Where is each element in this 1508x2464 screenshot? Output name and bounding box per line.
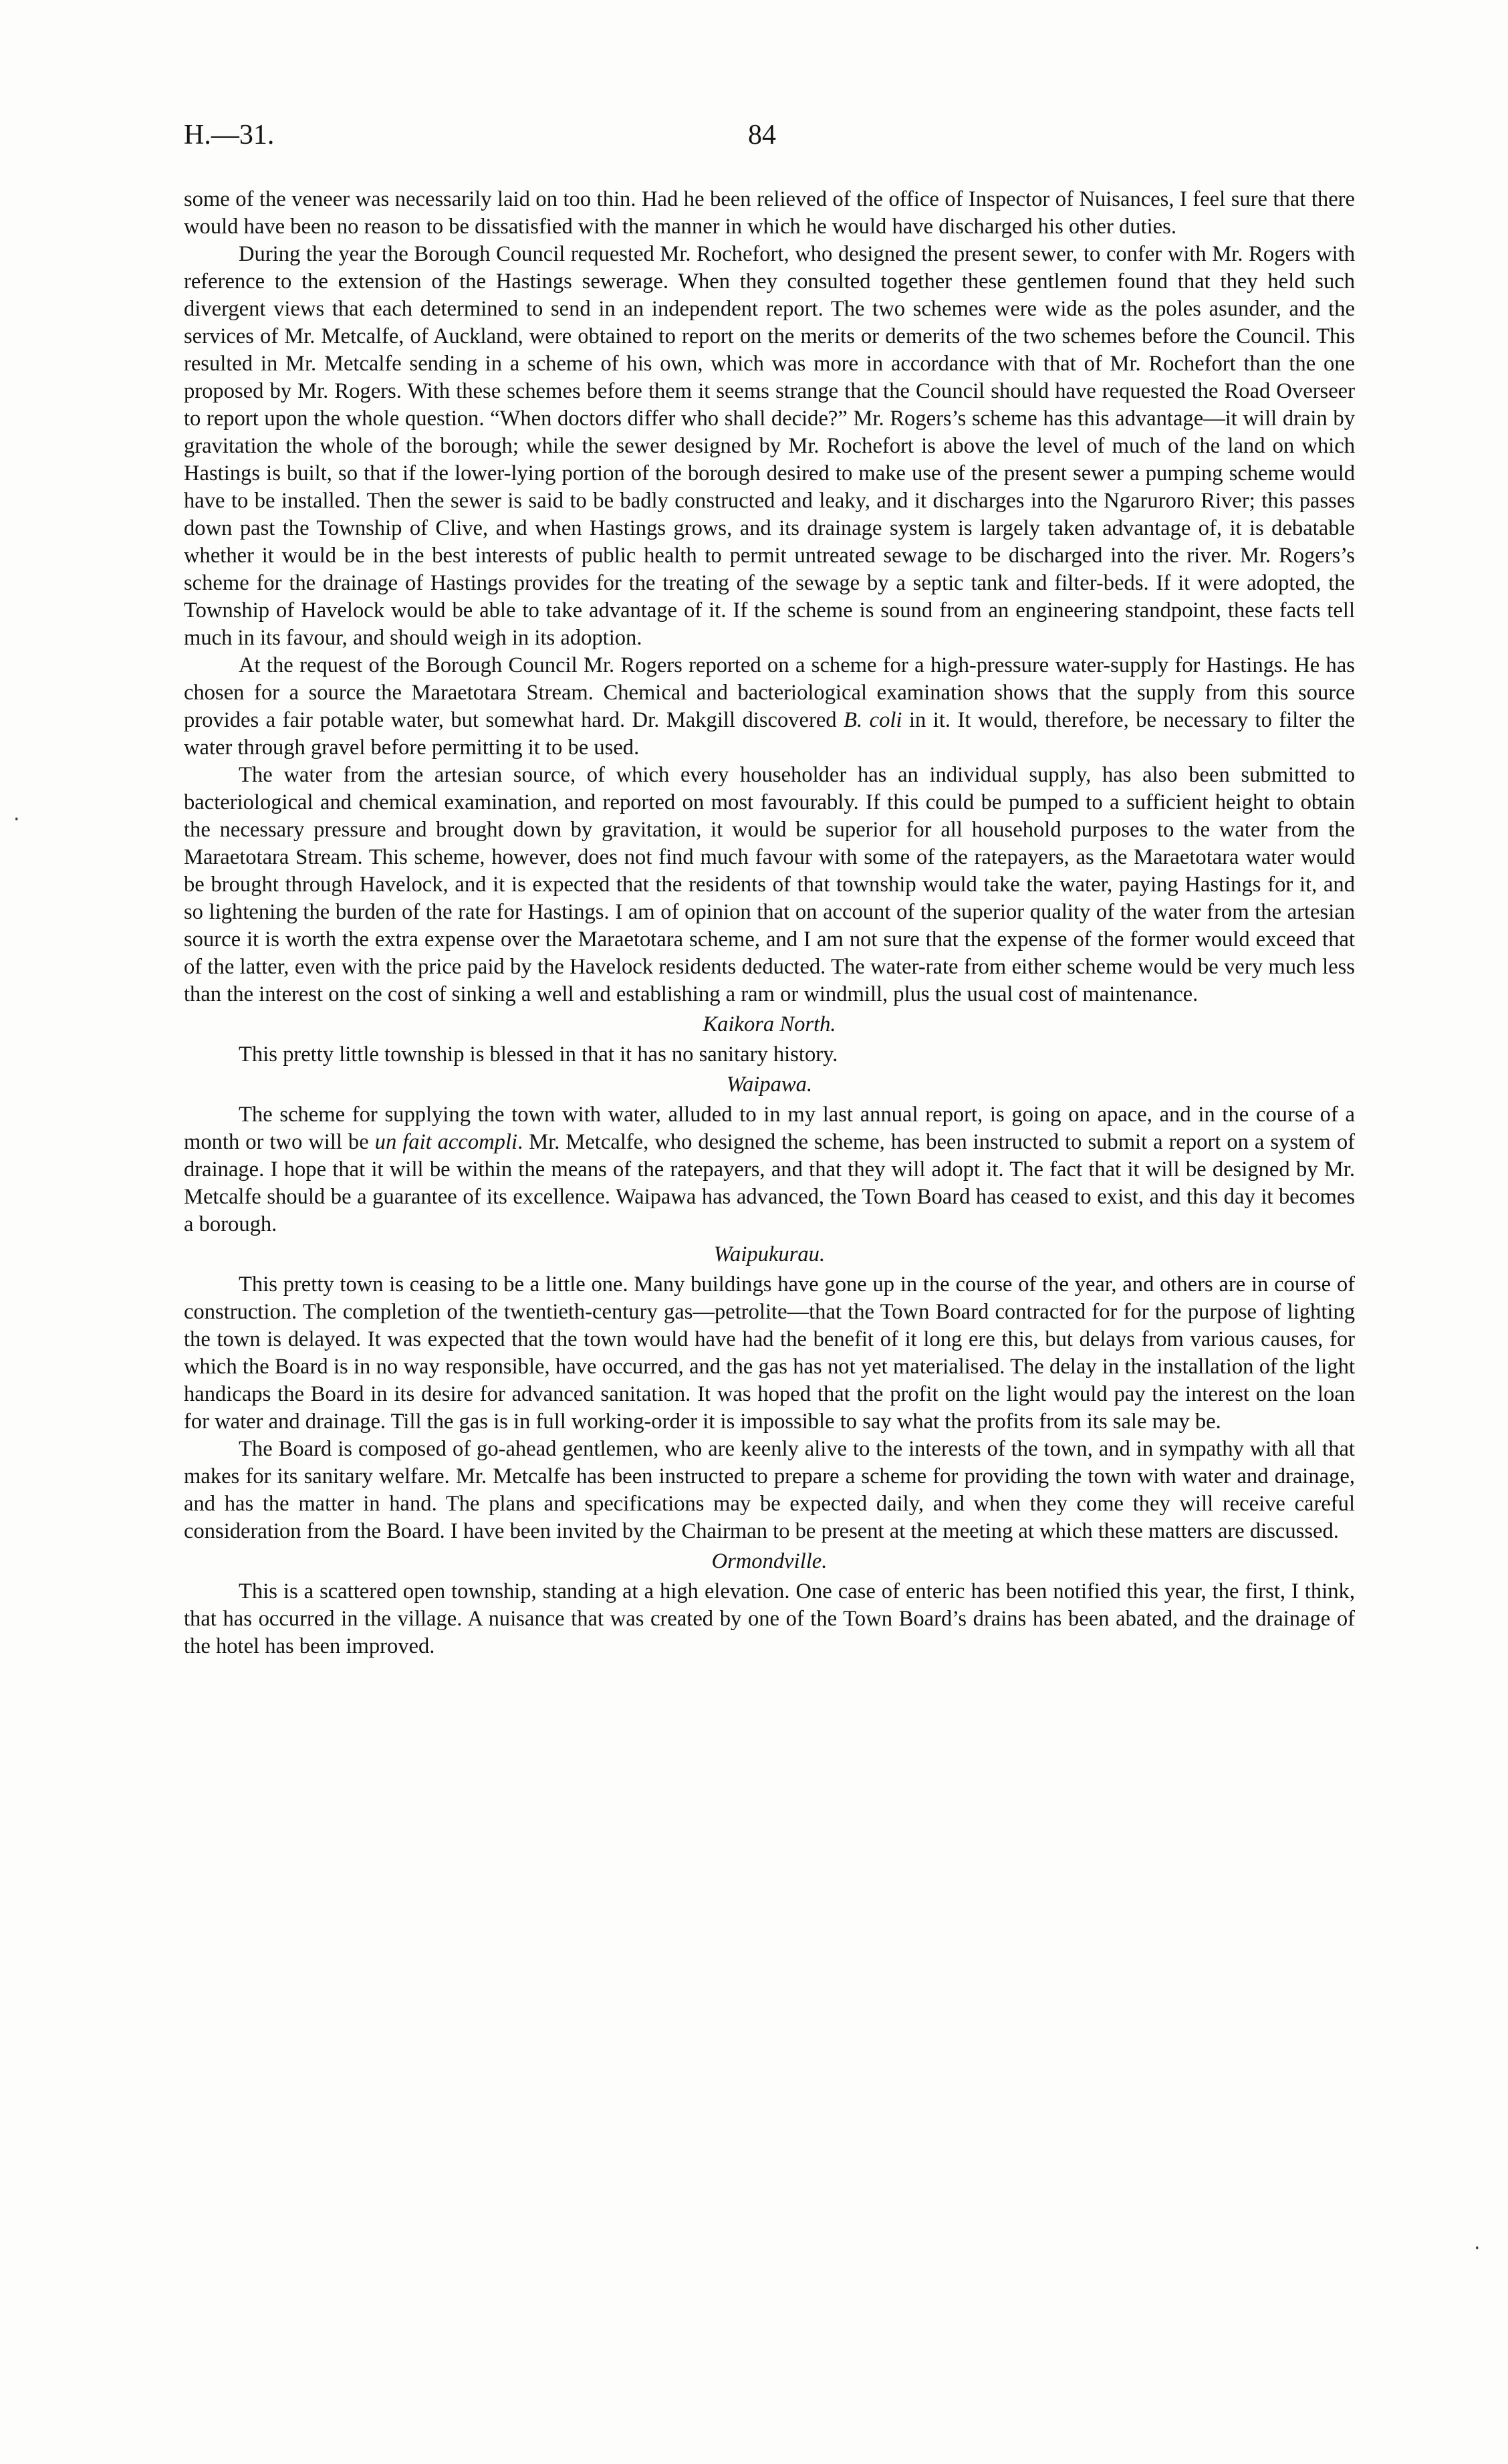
paragraph: This is a scattered open township, standing at a high elevation. One case of enteric has been notified this year, the first, I think, that has occurred in the village. A nuisance that was created by one of the Town Board’s drains has been abated, and the drainage of the hotel has been improved.	[184, 1579, 1355, 1658]
section-waipukurau	[184, 1241, 1355, 1545]
scan-speck: ·	[1474, 2237, 1481, 2260]
paragraph: This pretty little township is blessed in that it has no sanitary history.	[239, 1042, 838, 1067]
page-number: 84	[748, 120, 776, 150]
paragraph: The Board is composed of go-ahead gentlemen, who are keenly alive to the interests of the town, and in sympathy with all that makes for its sanitary welfare. Mr. Metcalfe has been instructed to prepare a scheme for providing the town with water and drainage, and has the matter in hand. The plans and specifications may be expected daily, and when they come they will receive careful consideration from the Board. I have been invited by the Chairman to be present at the meeting at which these matters are discussed.	[184, 1437, 1355, 1543]
section-heading: Waipukurau.	[713, 1242, 826, 1266]
paragraph: During the year the Borough Council requested Mr. Rochefort, who designed the present sewer, to confer with Mr. Rogers with reference to the extension of the Hastings sewerage. When they consulted together these gentlemen found that they held such divergent views that each determined to send in an independent report. The two schemes were wide as the poles asunder, and the services of Mr. Metcalfe, of Auckland, were obtained to report on the merits or demerits of the two schemes before the Council. This resulted in Mr. Metcalfe sending in a scheme of his own, which was more in accordance with that of Mr. Rochefort than the one proposed by Mr. Rogers. With these schemes before them it seems strange that the Council should have requested the Road Overseer to report upon the whole question. “When doctors differ who shall decide?” Mr. Rogers’s scheme has this advantage—it will drain by gravitation the whole of the borough; while the sewer designed by Mr. Rochefort is above the level of much of the land on which Hastings is built, so that if the lower-lying portion of the borough desired to make use of the present sewer a pumping scheme would have to be installed. Then the sewer is said to be badly constructed and leaky, and it discharges into the Ngaruroro River; this passes down past the Township of Clive, and when Hastings grows, and its drainage system is largely taken advantage of, it is debatable whether it would be in the best interests of public health to permit untreated sewage to be discharged into the river. Mr. Rogers’s scheme for the drainage of Hastings provides for the treating of the sewage by a septic tank and filter-beds. If it were adopted, the Township of Havelock would be able to take advantage of it. If the scheme is sound from an engineering standpoint, these facts tell much in its favour, and should weigh in its adoption.	[184, 242, 1355, 650]
paragraph: At the request of the Borough Council Mr. Rogers reported on a scheme for a high-pressure water-supply for Hastings. He has chosen for a source the Maraetotara Stream. Chemical and bacteriological examination shows that the supply from this source provides a fair potable water, but somewhat hard. Dr. Makgill discovered B. coli in it. It would, therefore, be necessary to filter the water through gravel before permitting it to be used.	[184, 653, 1355, 760]
section-ormondville	[184, 1548, 1355, 1660]
paragraph: some of the veneer was necessarily laid on too thin. Had he been relieved of the office of Inspector of Nuisances, I feel sure that there would have been no reason to be dissatisfied with the manner in which he would have discharged his other duties.	[184, 187, 1355, 239]
section-waipawa	[184, 1071, 1355, 1238]
italic-term: B. coli	[844, 708, 902, 732]
page-header	[184, 115, 1440, 155]
paragraph: This pretty town is ceasing to be a little one. Many buildings have gone up in the course of the year, and others are in course of construction. The completion of the twentieth-century gas—petrolite—that the Town Board contracted for for the purpose of lighting the town is delayed. It was expected that the town would have had the benefit of it long ere this, but delays from various causes, for which the Board is in no way responsible, have occurred, and the gas has not yet materialised. The delay in the installation of the light handicaps the Board in its desire for advanced sanitation. It was hoped that the profit on the light would pay the interest on the loan for water and drainage. Till the gas is in full working-order it is impossible to say what the profits from its sale may be.	[184, 1272, 1355, 1434]
italic-term: un fait accompli	[374, 1130, 518, 1154]
report-body	[184, 186, 1355, 1660]
section-hastings	[184, 186, 1355, 1008]
section-heading: Kaikora North.	[703, 1012, 836, 1036]
paragraph: The scheme for supplying the town with water, alluded to in my last annual report, is going on apace, and in the course of a month or two will be un fait accompli. Mr. Metcalfe, who designed the scheme, has been instructed to submit a report on a system of drainage. I hope that it will be within the means of the ratepayers, and that they will adopt it. The fact that it will be designed by Mr. Metcalfe should be a guarantee of its excellence. Waipawa has advanced, the Town Board has ceased to exist, and this day it becomes a borough.	[184, 1103, 1356, 1236]
section-heading: Waipawa.	[726, 1073, 813, 1097]
paragraph: The water from the artesian source, of which every householder has an individual supply, has also been submitted to bacteriological and chemical examination, and reported on most favourably. If this could be pumped to a sufficient height to obtain the necessary pressure and brought down by gravitation, it would be superior for all household purposes to the water from the Maraetotara Stream. This scheme, however, does not find much favour with some of the ratepayers, as the Maraetotara water would be brought through Havelock, and it is expected that the residents of that township would take the water, paying Hastings for it, and so lightening the burden of the rate for Hastings. I am of opinion that on account of the superior quality of the water from the artesian source it is worth the extra expense over the Maraetotara scheme, and I am not sure that the expense of the former would exceed that of the latter, even with the price paid by the Havelock residents deducted. The water-rate from either scheme would be very much less than the interest on the cost of sinking a well and establishing a ram or windmill, plus the usual cost of maintenance.	[184, 763, 1355, 1006]
paper-reference: H.—31.	[184, 120, 275, 150]
section-kaikora-north	[184, 1011, 1355, 1069]
section-heading: Ormondville.	[711, 1549, 828, 1573]
scan-speck: ·	[13, 808, 20, 831]
